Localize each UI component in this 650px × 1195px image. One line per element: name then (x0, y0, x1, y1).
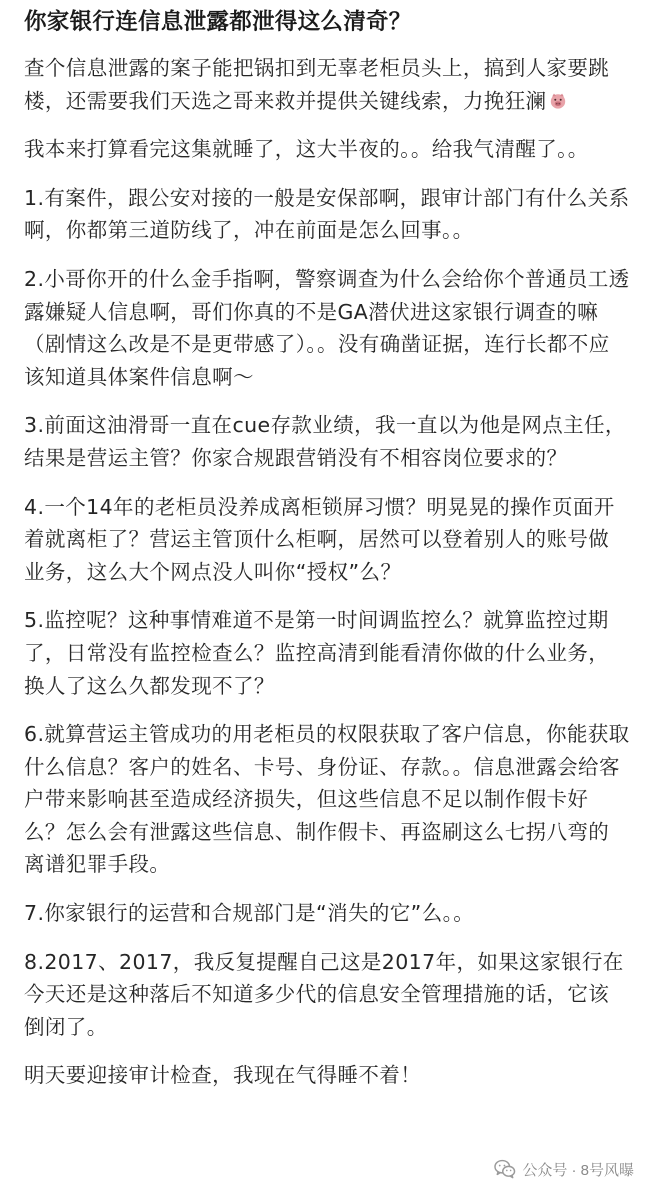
point-5: 5.监控呢？这种事情难道不是第一时间调监控么？就算监控过期了，日常没有监控检查么？监控高清到能看清你做的什么业务，换人了这么久都发现不了？ (24, 608, 610, 698)
intro-text: 查个信息泄露的案子能把锅扣到无辜老柜员头上，搞到人家要跳楼，还需要我们天选之哥来救并提供关键线索，力挽狂澜 (24, 56, 610, 113)
point-8: 8.2017、2017，我反复提醒自己这是2017年，如果这家银行在今天还是这种落后不知道多少代的信息安全管理措施的话，它该倒闭了。 (24, 949, 624, 1039)
point-6: 6.就算营运主管成功的用老柜员的权限获取了客户信息，你能获取什么信息？客户的姓名、卡号、身份证、存款。。信息泄露会给客户带来影响甚至造成经济损失，但这些信息不足以制作假卡好么？怎么会有泄露这些信息、制作假卡、再盗刷这么七拐八弯的离谱犯罪手段。 (24, 722, 630, 877)
watermark-text: 公众号 · 8号风曝 (522, 1161, 634, 1179)
wechat-watermark (490, 1156, 638, 1182)
wechat-icon (494, 1159, 516, 1179)
pig-face-emoji-icon (549, 92, 567, 110)
point-3: 3.前面这油滑哥一直在cue存款业绩，我一直以为他是网点主任，结果是营运主管？你家合规跟营销没有不相容岗位要求的？ (24, 413, 626, 470)
sleep-paragraph: 我本来打算看完这集就睡了，这大半夜的。。给我气清醒了。。 (24, 137, 589, 162)
point-1: 1.有案件，跟公安对接的一般是安保部啊，跟审计部门有什么关系啊，你都第三道防线了，冲在前面是怎么回事。。 (24, 185, 630, 243)
closing-paragraph: 明天要迎接审计检查，我现在气得睡不着！ (24, 1063, 422, 1088)
point-2: 2.小哥你开的什么金手指啊，警察调查为什么会给你个普通员工透露嫌疑人信息啊，哥们你真的不是GA潜伏进这家银行调查的嘛（剧情这么改是不是更带感了）。。没有确凿证据，连行长都不应该知道具体案件信息啊～ (24, 266, 630, 389)
point-4: 4.一个14年的老柜员没养成离柜锁屏习惯？明晃晃的操作页面开着就离柜了？营运主管顶什么柜啊，居然可以登着别人的账号做业务，这么大个网点没人叫你“授权”么？ (24, 494, 615, 584)
intro-paragraph (24, 52, 630, 117)
post-title: 你家银行连信息泄露都泄得这么清奇？ (24, 9, 412, 35)
point-7: 7.你家银行的运营和合规部门是“消失的它”么。。 (24, 901, 475, 926)
